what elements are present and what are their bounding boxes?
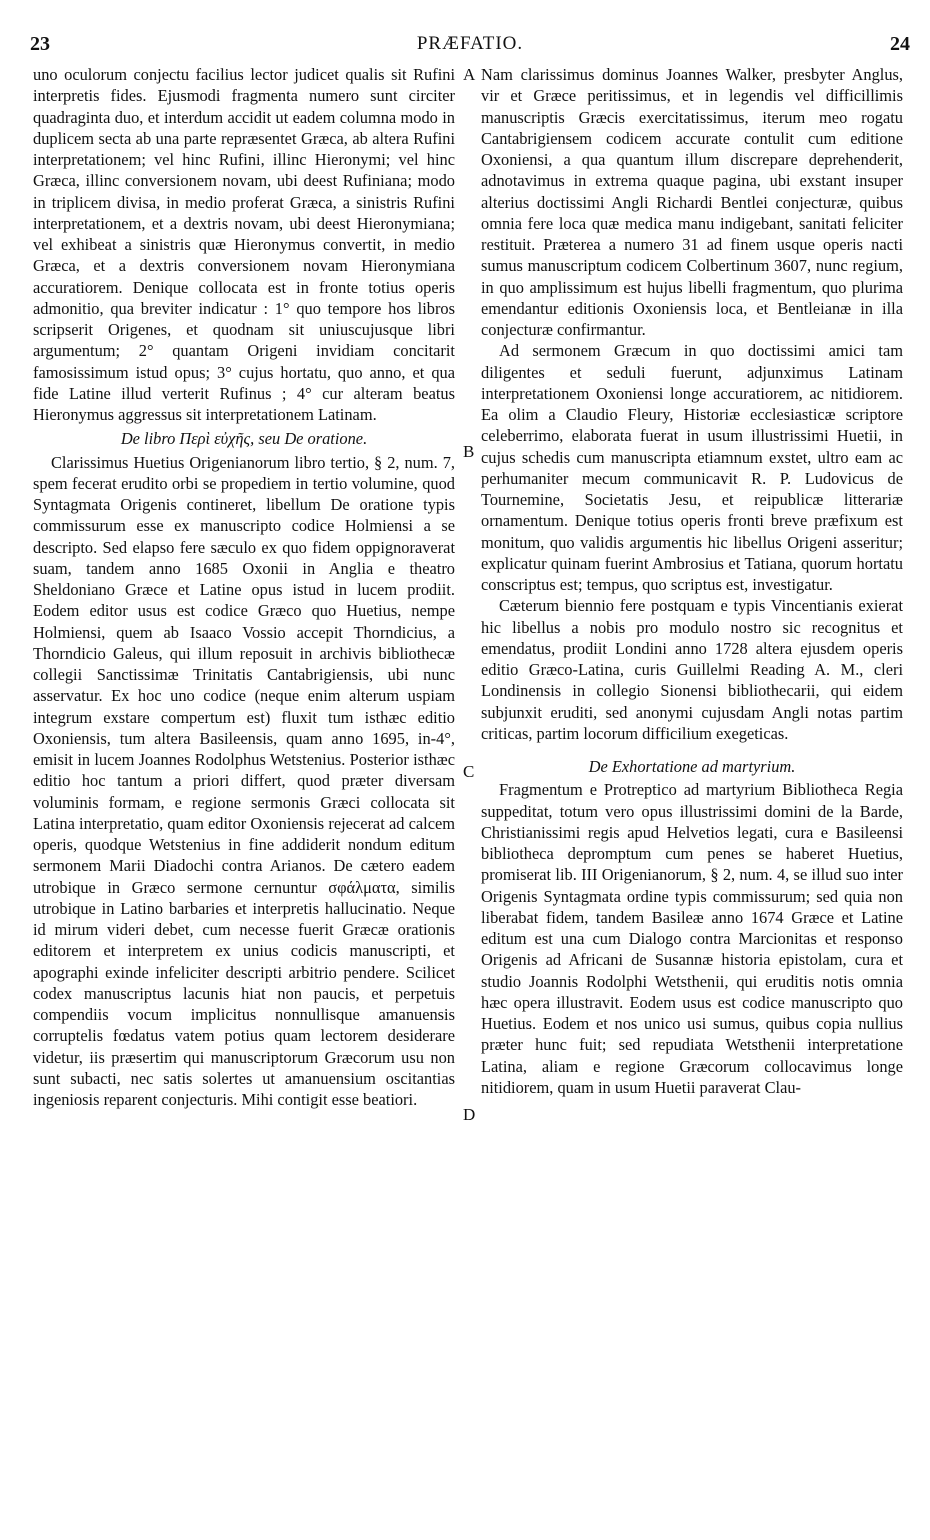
section-heading-de-oratione: De libro Περὶ εὐχῆς, seu De oratione. <box>120 429 368 449</box>
margin-marker-d: D <box>463 1105 476 1124</box>
page-header <box>30 33 910 59</box>
left-paragraph-1: uno oculorum conjectu facilius lector judicet qualis sit Rufini interpretis fides. Ejusmodi fragmenta numero sunt circiter quadraginta duo, et interdum accidit ut eadem columna modo in duplicem secta ab una parte repræsentet Græca, ab altera Rufini interpretationem; vel hinc Rufini, illinc Hieronymi; vel hinc Græca, illinc conversionem novam, ubi deest Rufiniana; modo in triplicem divisa, in medio proferat Græca, a sinistris Rufini interpretationem, et a dextris novam, ubi deest Hieronymiana; vel exhibeat a sinistris quæ Hieronymus convertit, in medio Græca, et a dextris conversionem novam Hieronymiana accuratiorem. Denique collocata est in fronte totius operis admonitio, qua breviter indicatur : 1° quo tempore hos libros scripserit Origenes, et quodnam sit uniuscujusque libri argumentum; 2° quantam Origeni invidiam concitarit famosissimum istud opus; 3° cujus hortatu, quo anno, et qua fide Latine illud verterit Rufinus ; 4° cur alteram beatus Hieronymus aggressus sit interpretationem Latinam. <box>33 65 455 424</box>
right-paragraph-1: Nam clarissimus dominus Joannes Walker, presbyter Anglus, vir et Græce peritissimus, et in legendis vel difficillimis manuscriptis Græcis exercitatissimus, iterum meo rogatu Cantabrigiensem codicem accurate contulit cum editione Oxoniensi, a qua quantum illum discrepare deprehenderit, adnotavimus in extrema quaque pagina, ubi exstant insuper alterius doctissimi Angli Richardi Bentlei conjecturæ, quibus omnia fere loca quæ medica manu indigebant, sanitati feliciter restituit. Præterea a numero 31 ad finem usque operis nacti sumus manuscriptum codicem Colbertinum 3607, nunc regium, in quo amplissimum est hujus libelli fragmentum, quo plurima emendantur editionis Oxoniensis loca, et Bentleianæ in illa conjecturæ confirmantur. <box>481 65 903 339</box>
left-paragraph-2: Clarissimus Huetius Origenianorum libro tertio, § 2, num. 7, spem fecerat erudito orbi se propediem in tertio volumine, quod Syntagmata Origenis contineret, libellum De oratione typis commissurum esse ex manuscripto codice Holmiensi a se descripto. Sed elapso fere sæculo ex quo fidem oppignoraverat suam, tandem anno 1685 Oxonii in Anglia e theatro Sheldoniano Græce et Latine opus istud in lucem prodiit. Eodem editor usus est codice Græco quo Huetius, nempe Holmiensi, quem ab Isaaco Vossio accepit Thorndicius, a Thorndicio Galeus, qui illum reposuit in archivis bibliothecæ collegii Sanctissimæ Trinitatis Cantabrigiensis, ubi nunc asservatur. Ex hoc uno codice (neque enim alterum uspiam integrum exstare compertum est) fluxit tum isthæc editio Oxoniensis, tum altera Basileensis, quam anno 1695, in-4°, emisit in lucem Joannes Rodolphus Wetstenius. Posterior isthæc editio hoc tantum a priori differt, quod præter diversam voluminis formam, e regione sermonis Græci collocata sit Latina interpretatio, quam editor Oxoniensis rejecerat ad calcem operis, quodque Wetstenius in fine addiderit nondum editum sermonem Marii Diadochi contra Arianos. De cætero eadem utrobique in Græco sermone cernuntur σφάλματα, similis utrobique in Latino barbaries et interpretis hallucinatio. Neque id mirum videri debet, cum necesse fuerit Græcæ orationis editorem et interpretem ex unius codicis manuscripti, et apographi exinde infeliciter descripti arbitrio pendere. Scilicet codex manuscriptus lacunis hiat non paucis, et perpetuis compendiis vocum implicitus nonnullisque amanuensis corruptelis fœdatus vatem potius quam lectorem desiderare videtur, iis præsertim qui manuscriptorum Græcorum usu non sunt subacti, nec satis solertes ut amanuensium oscitantias ingeniosis reparent conjecturis. Mihi contigit esse beatiori. <box>33 452 455 1109</box>
right-paragraph-2: Ad sermonem Græcum in quo doctissimi amici tam diligentes et seduli fuerunt, adjunximus Latinam interpretationem Oxoniensi longe accuratiorem, ac nitidiorem. Ea olim a Claudio Fleury, Historiæ ecclesiasticæ scriptore celeberrimo, elaborata fuerat in usum illustrissimi Huetii, in cujus schedis cum manuscripta etiamnum exstet, ultro eam ac perhumaniter mecum communicavit R. P. Ludovicus de Tournemine, Societatis Jesu, et reipublicæ litterariæ ornamentum. Denique totius operis fronti breve præfixum est monitum, quo validis argumentis hic libellus Origeni asseritur; explicatur quinam fuerint Ambrosius et Tatiana, quorum hortatu conscriptus est; tempus, quo scriptus est, investigatur. <box>481 341 903 594</box>
right-paragraph-4: Fragmentum e Protreptico ad martyrium Bibliotheca Regia suppeditat, totum vero opus illustrissimi domini de la Barde, Christianissimi regis apud Helvetios legati, cura e Basileensi bibliotheca depromptum cum penes se haberet Huetius, promiserat lib. III Origenianorum, § 2, num. 4, se illud suo inter Origenis Syntagmata ordine typis commissurum; sed quia non liberabat fidem, tandem Basileæ anno 1674 Græce et Latine editum est una cum Dialogo contra Marcionitas et responso Origenis ad Africani de Susannæ historia epistolam, cura et studio Joannis Rodolphi Wetsthenii, qui eruditis notis omnia hæc opera illustravit. Eodem usus est codice manuscripto quo Huetius. Eodem et nos unico usi sumus, quibus copia nullius præter hunc fuit; sed repudiata Wetsthenii interpretatione Latina, aliam e regione Græcorum collocavimus longe nitidiorem, quam in usum Huetii paraverat Clau- <box>481 780 903 1097</box>
section-heading-de-exhortatione: De Exhortatione ad martyrium. <box>588 757 796 776</box>
margin-marker-b: B <box>463 442 475 461</box>
page-number-left: 23 <box>30 33 50 55</box>
margin-marker-a: A <box>463 65 476 84</box>
margin-marker-c: C <box>463 762 475 781</box>
page-number-right: 24 <box>890 33 910 55</box>
right-column <box>481 64 903 1098</box>
left-column <box>33 64 455 1110</box>
right-paragraph-3: Cæterum biennio fere postquam e typis Vincentianis exierat hic libellus a nobis pro modulo nostro sic recognitus et emendatus, prodiit Londini anno 1728 altera ejusdem operis editio Græco-Latina, curis Guillelmi Reading A. M., cleri Londinensis in collegio Sionensi bibliothecarii, qui eidem subjunxit eruditi, sed anonymi cujusdam Angli notas partim criticas, partim locorum difficilium exegeticas. <box>481 596 903 743</box>
running-title: PRÆFATIO. <box>416 33 524 54</box>
